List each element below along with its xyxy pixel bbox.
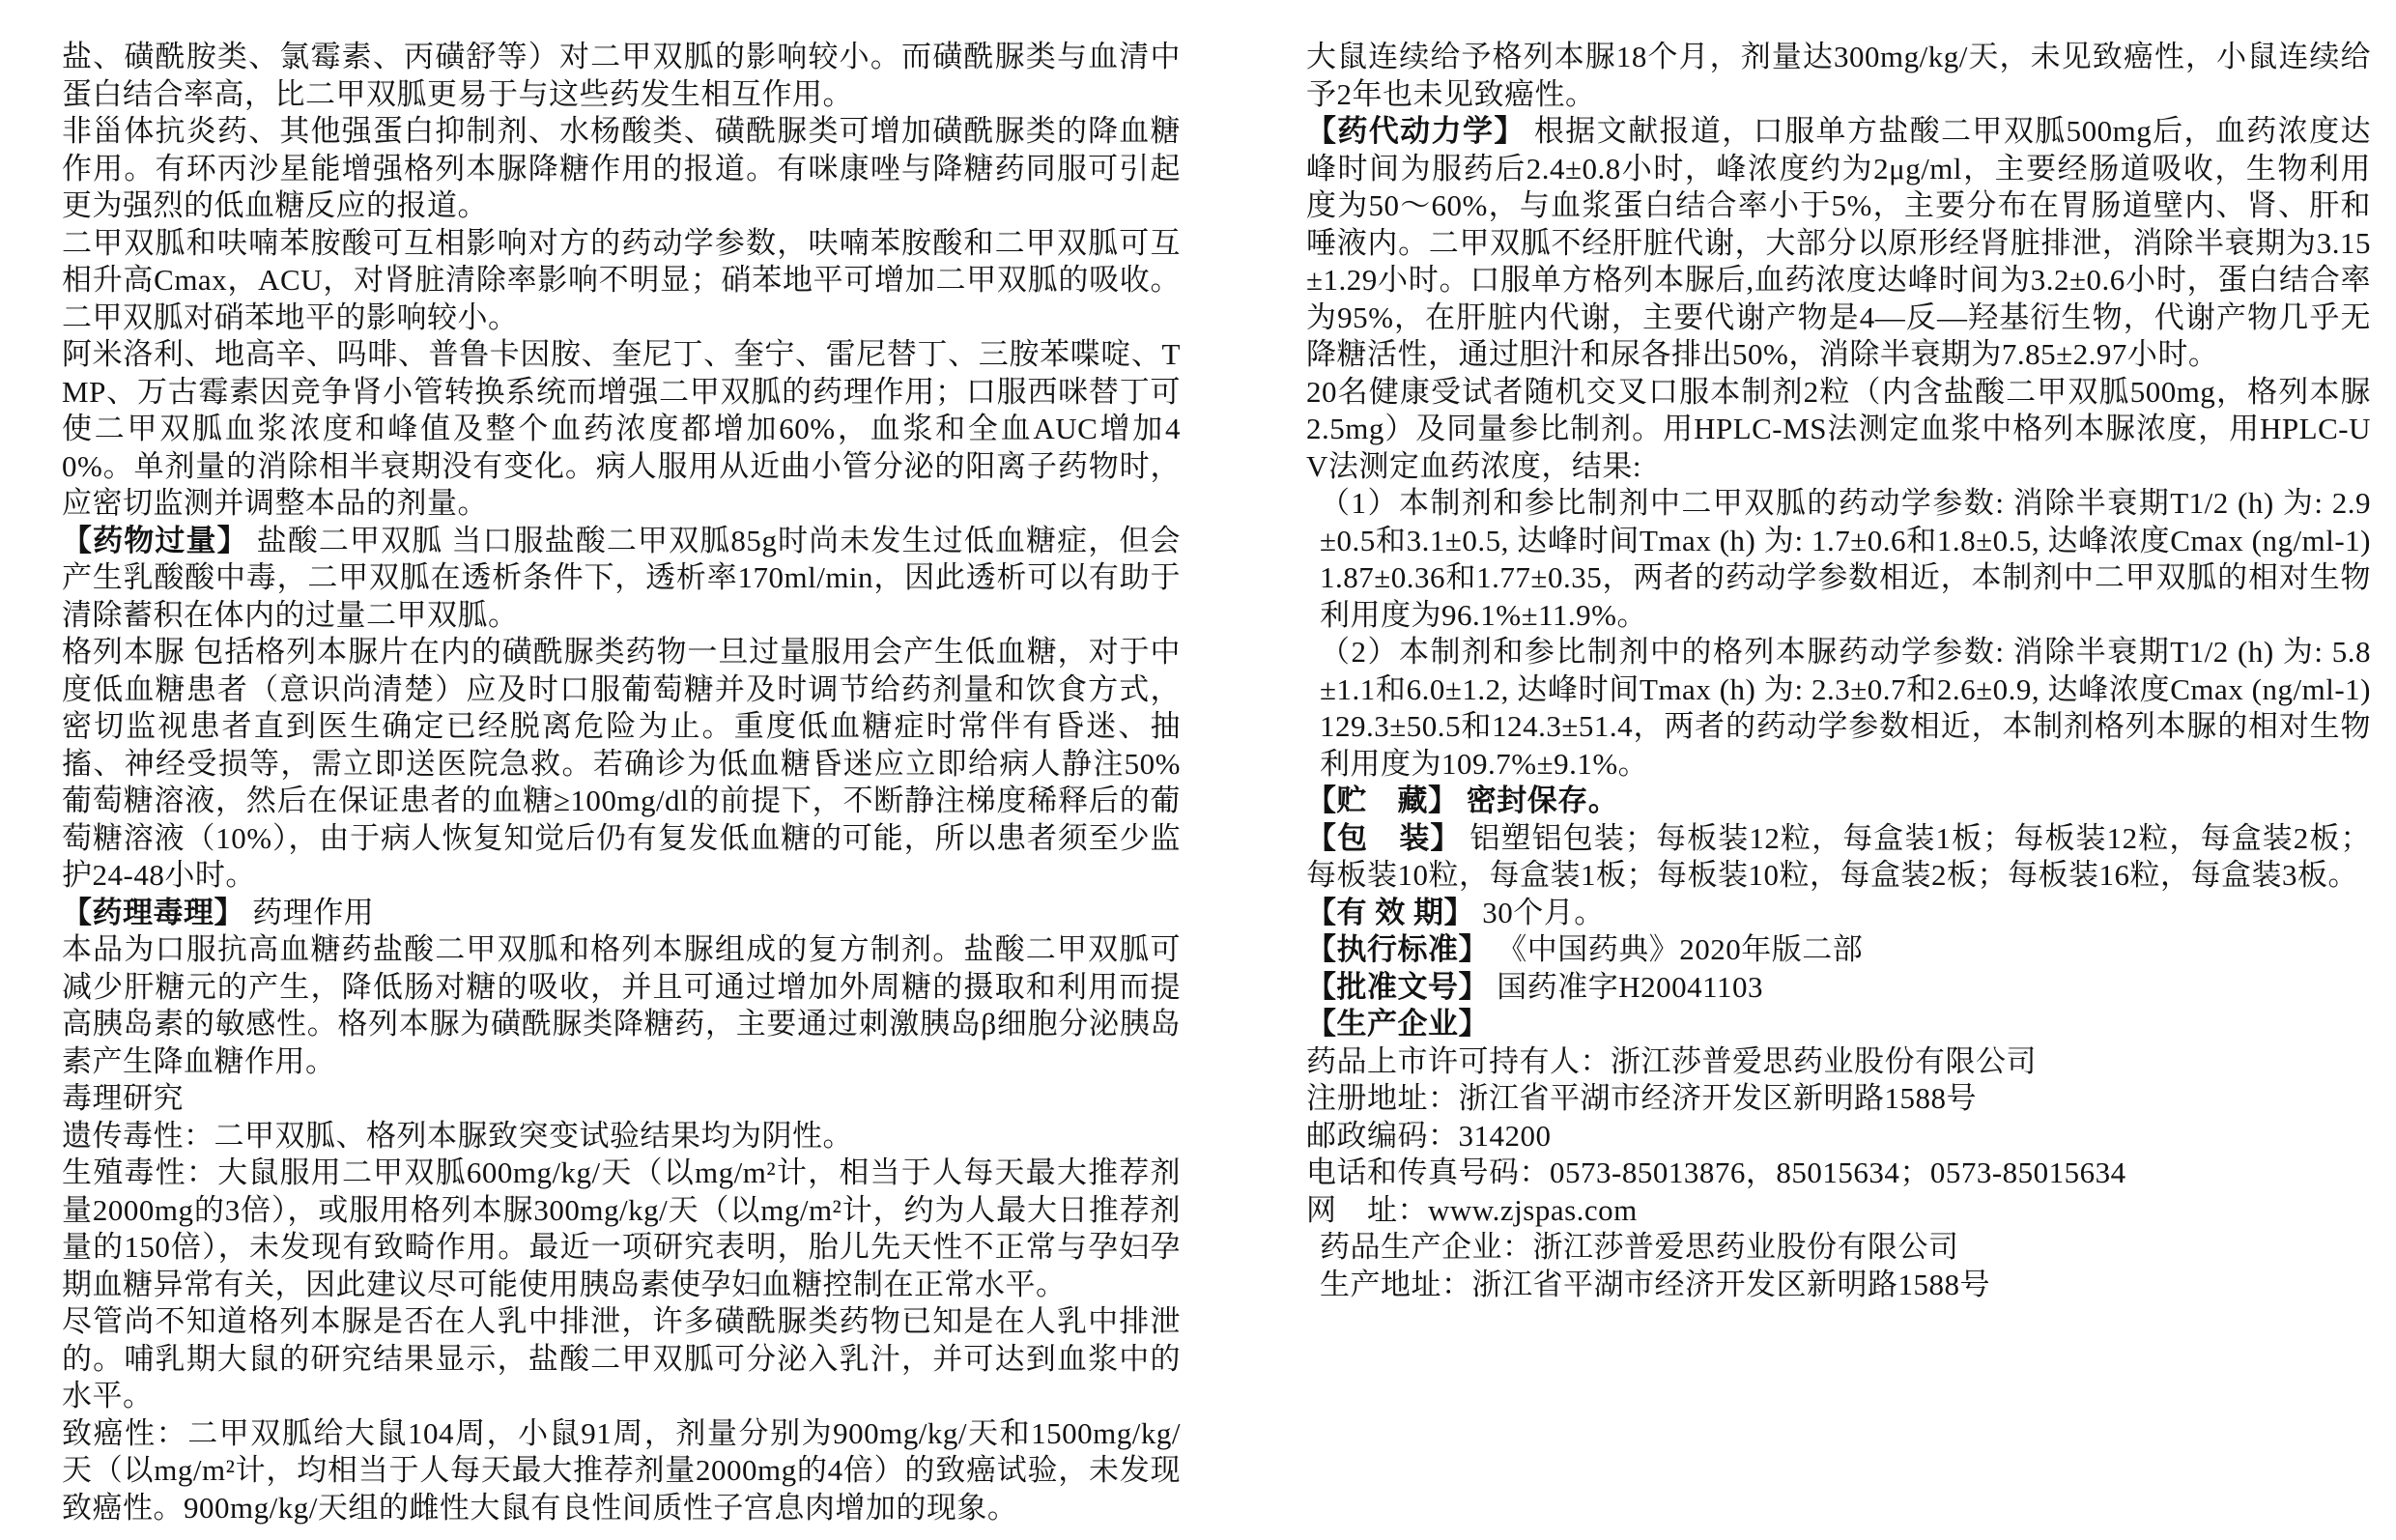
paragraph: 二甲双胍和呋喃苯胺酸可互相影响对方的药动学参数，呋喃苯胺酸和二甲双胍可互相升高Cmax，ACU，对肾脏清除率影响不明显；硝苯地平可增加二甲双胍的吸收。二甲双胍对硝苯地平的影响较小。 bbox=[62, 225, 1181, 334]
paragraph: 【药理毒理】 药理作用 bbox=[62, 895, 375, 929]
paragraph: 药品生产企业：浙江莎普爱思药业股份有限公司 bbox=[1320, 1230, 1959, 1264]
paragraph: 药品上市许可持有人：浙江莎普爱思药业股份有限公司 bbox=[1306, 1043, 2037, 1078]
section-header: 【执行标准】 bbox=[1306, 932, 1489, 966]
paragraph: （2）本制剂和参比制剂中的格列本脲药动学参数: 消除半衰期T1/2 (h) 为: 5.8±1.1和6.0±1.2, 达峰时间Tmax (h) 为: 2.3±0.7和2.6±0.9, 达峰浓度Cmax (ng/ml-1) 129.3±50.5和124.3±51.4，两者的药动学参数相近，本制剂格列本脲的相对生物利用度为109.7%±9.1%。 bbox=[1320, 635, 2371, 781]
paragraph: （1）本制剂和参比制剂中二甲双胍的药动学参数: 消除半衰期T1/2 (h) 为: 2.9±0.5和3.1±0.5, 达峰时间Tmax (h) 为: 1.7±0.6和1.8±0.5, 达峰浓度Cmax (ng/ml-1) 1.87±0.36和1.77±0.35，两者的药动学参数相近，本制剂中二甲双胍的相对生物利用度为96.1%±11.9%。 bbox=[1320, 486, 2371, 632]
paragraph: 【包 装】 铝塑铝包装；每板装12粒，每盒装1板；每板装12粒，每盒装2板；每板装10粒，每盒装1板；每板装10粒，每盒装2板；每板装16粒，每盒装3板。 bbox=[1306, 820, 2372, 892]
paragraph: 注册地址：浙江省平湖市经济开发区新明路1588号 bbox=[1306, 1081, 1977, 1115]
paragraph: 网 址：www.zjspas.com bbox=[1306, 1192, 1638, 1227]
paragraph: 电话和传真号码：0573-85013876，85015634；0573-85015634 bbox=[1306, 1155, 2126, 1189]
paragraph: 遗传毒性：二甲双胍、格列本脲致突变试验结果均为阴性。 bbox=[62, 1118, 853, 1153]
paragraph: 非甾体抗炎药、其他强蛋白抑制剂、水杨酸类、磺酰脲类可增加磺酰脲类的降血糖作用。有环丙沙星能增强格列本脲降糖作用的报道。有咪康唑与降糖药同服可引起更为强烈的低血糖反应的报道。 bbox=[62, 114, 1181, 222]
paragraph: 格列本脲 包括格列本脲片在内的磺酰脲类药物一旦过量服用会产生低血糖，对于中度低血糖患者（意识尚清楚）应及时口服葡萄糖并及时调节给药剂量和饮食方式，密切监视患者直到医生确定已经脱离危险为止。重度低血糖症时常伴有昏迷、抽搐、神经受损等，需立即送医院急救。若确诊为低血糖昏迷应立即给病人静注50%葡萄糖溶液，然后在保证患者的血糖≥100mg/dl的前提下，不断静注梯度稀释后的葡萄糖溶液（10%），由于病人恢复知觉后仍有复发低血糖的可能，所以患者须至少监护24-48小时。 bbox=[62, 635, 1181, 892]
paragraph: 生殖毒性：大鼠服用二甲双胍600mg/kg/天（以mg/m²计，相当于人每天最大推荐剂量2000mg的3倍），或服用格列本脲300mg/kg/天（以mg/m²计，约为人最大日推荐剂量的150倍），未发现有致畸作用。最近一项研究表明，胎儿先天性不正常与孕妇孕期血糖异常有关，因此建议尽可能使用胰岛素使孕妇血糖控制在正常水平。 bbox=[62, 1155, 1181, 1301]
section-header: 【有 效 期】 bbox=[1306, 895, 1474, 929]
paragraph: 阿米洛利、地高辛、吗啡、普鲁卡因胺、奎尼丁、奎宁、雷尼替丁、三胺苯喋啶、TMP、万古霉素因竞争肾小管转换系统而增强二甲双胍的药理作用；口服西咪替丁可使二甲双胍血浆浓度和峰值及整个血药浓度都增加60%，血浆和全血AUC增加40%。单剂量的消除相半衰期没有变化。病人服用从近曲小管分泌的阳离子药物时，应密切监测并调整本品的剂量。 bbox=[62, 337, 1181, 520]
paragraph: 大鼠连续给予格列本脲18个月，剂量达300mg/kg/天，未见致癌性，小鼠连续给予2年也未见致癌性。 bbox=[1306, 40, 2371, 111]
paragraph: 生产地址：浙江省平湖市经济开发区新明路1588号 bbox=[1320, 1267, 1990, 1301]
paragraph: 【贮 藏】 密封保存。 bbox=[1306, 784, 1619, 817]
paragraph: 盐、磺酰胺类、氯霉素、丙磺舒等）对二甲双胍的影响较小。而磺酰脲类与血清中蛋白结合率高，比二甲双胍更易于与这些药发生相互作用。 bbox=[62, 40, 1181, 111]
paragraph: 【有 效 期】 30个月。 bbox=[1306, 895, 1605, 929]
paragraph: 本品为口服抗高血糖药盐酸二甲双胍和格列本脲组成的复方制剂。盐酸二甲双胍可减少肝糖元的产生，降低肠对糖的吸收，并且可通过增加外周糖的摄取和利用而提高胰岛素的敏感性。格列本脲为磺酰脲类降糖药，主要通过刺激胰岛β细胞分泌胰岛素产生降血糖作用。 bbox=[62, 932, 1181, 1078]
paragraph: 【执行标准】 《中国药典》2020年版二部 bbox=[1306, 932, 1864, 966]
paragraph: 邮政编码：314200 bbox=[1306, 1118, 1552, 1153]
paragraph bbox=[1306, 1006, 2371, 1043]
paragraph: 致癌性：二甲双胍给大鼠104周，小鼠91周，剂量分别为900mg/kg/天和1500mg/kg/天（以mg/m²计，均相当于人每天最大推荐剂量2000mg的4倍）的致癌试验，未发现致癌性。900mg/kg/天组的雌性大鼠有良性间质性子宫息肉增加的现象。 bbox=[62, 1415, 1181, 1525]
paragraph: 【药物过量】 盐酸二甲双胍 当口服盐酸二甲双胍85g时尚未发生过低血糖症，但会产生乳酸酸中毒，二甲双胍在透析条件下，透析率170ml/min，因此透析可以有助于清除蓄积在体内的过量二甲双胍。 bbox=[62, 523, 1181, 632]
paragraph: 【药代动力学】 根据文献报道，口服单方盐酸二甲双胍500mg后，血药浓度达峰时间为服药后2.4±0.8小时，峰浓度约为2μg/ml，主要经肠道吸收，生物利用度为50～60%，与血浆蛋白结合率小于5%，主要分布在胃肠道壁内、肾、肝和唾液内。二甲双胍不经肝脏代谢，大部分以原形经肾脏排泄，消除半衰期为3.15±1.29小时。口服单方格列本脲后,血药浓度达峰时间为3.2±0.6小时，蛋白结合率为95%，在肝脏内代谢，主要代谢产物是4—反—羟基衍生物，代谢产物几乎无降糖活性，通过胆汁和尿各排出50%，消除半衰期为7.85±2.97小时。 bbox=[1306, 114, 2371, 371]
section-header: 【包 装】 bbox=[1306, 820, 1462, 855]
section-header: 【药物过量】 bbox=[62, 523, 248, 557]
paragraph: 【批准文号】 国药准字H20041103 bbox=[1306, 969, 1763, 1004]
paragraph: 20名健康受试者随机交叉口服本制剂2粒（内含盐酸二甲双胍500mg，格列本脲2.5mg）及同量参比制剂。用HPLC-MS法测定血浆中格列本脲浓度，用HPLC-UV法测定血药浓度，结果: bbox=[1306, 374, 2371, 483]
paragraph: 毒理研究 bbox=[62, 1081, 184, 1115]
section-header: 【生产企业】 bbox=[1306, 1007, 1489, 1041]
right-text-column bbox=[1306, 39, 2371, 1303]
section-header: 【药代动力学】 bbox=[1306, 114, 1526, 148]
paragraph: 尽管尚不知道格列本脲是否在人乳中排泄，许多磺酰脲类药物已知是在人乳中排泄的。哺乳期大鼠的研究结果显示，盐酸二甲双胍可分泌入乳汁，并可达到血浆中的水平。 bbox=[62, 1304, 1181, 1412]
section-header: 【贮 藏】 bbox=[1306, 784, 1459, 817]
section-header: 【药理毒理】 bbox=[62, 895, 244, 929]
left-text-column bbox=[62, 39, 1181, 1526]
section-header: 【批准文号】 bbox=[1306, 969, 1489, 1004]
